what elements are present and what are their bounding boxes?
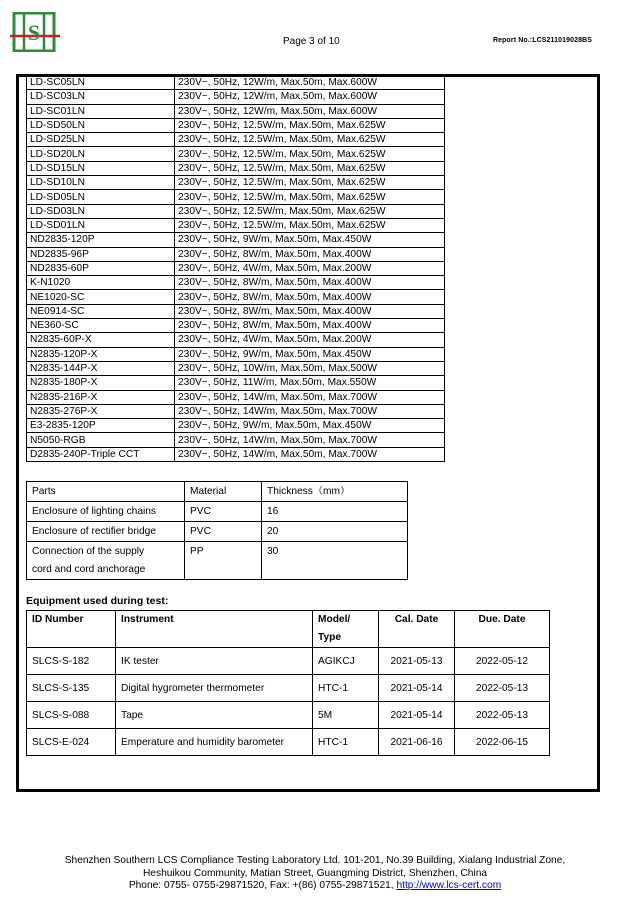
table-row — [27, 447, 445, 461]
part-cell: Enclosure of lighting chains — [27, 502, 185, 522]
footer-contact-line — [0, 880, 630, 893]
model-cell: LD-SC03LN — [27, 90, 175, 104]
cal-date-cell: 2021-05-14 — [379, 702, 455, 729]
table-row — [27, 218, 445, 232]
column-header — [313, 611, 379, 648]
id-cell: SLCS-E-024 — [27, 729, 116, 756]
model-cell: LD-SC05LN — [27, 76, 175, 90]
table-row — [27, 333, 445, 347]
page-number: Page 3 of 10 — [283, 36, 340, 47]
rating-cell: 230V~, 50Hz, 4W/m, Max.50m, Max.200W — [175, 261, 445, 275]
id-cell: SLCS-S-135 — [27, 675, 116, 702]
model-cell: LD-SD20LN — [27, 147, 175, 161]
rating-cell: 230V~, 50Hz, 12W/m, Max.50m, Max.600W — [175, 76, 445, 90]
rating-cell: 230V~, 50Hz, 14W/m, Max.50m, Max.700W — [175, 404, 445, 418]
part-cell — [27, 542, 185, 580]
svg-text:S: S — [27, 20, 41, 45]
table-row — [27, 133, 445, 147]
table-row — [27, 276, 445, 290]
model-cell: LD-SD15LN — [27, 161, 175, 175]
rating-cell: 230V~, 50Hz, 12.5W/m, Max.50m, Max.625W — [175, 204, 445, 218]
thickness-cell: 30 — [262, 542, 408, 580]
table-row — [27, 522, 408, 542]
model-cell: N2835-276P-X — [27, 404, 175, 418]
model-rating-table — [26, 75, 445, 462]
material-cell: PP — [185, 542, 262, 580]
model-cell: LD-SD05LN — [27, 190, 175, 204]
rating-cell: 230V~, 50Hz, 8W/m, Max.50m, Max.400W — [175, 276, 445, 290]
table-row — [27, 204, 445, 218]
model-cell: NE0914-SC — [27, 304, 175, 318]
rating-cell: 230V~, 50Hz, 11W/m, Max.50m, Max.550W — [175, 376, 445, 390]
table-row — [27, 319, 445, 333]
model-cell: ND2835-60P — [27, 261, 175, 275]
table-row — [27, 404, 445, 418]
table-row — [27, 419, 445, 433]
rating-cell: 230V~, 50Hz, 14W/m, Max.50m, Max.700W — [175, 447, 445, 461]
equipment-section-title: Equipment used during test: — [26, 595, 169, 607]
model-cell: N2835-60P-X — [27, 333, 175, 347]
table-header-row — [27, 611, 550, 648]
column-header: Cal. Date — [379, 611, 455, 648]
due-date-cell: 2022-05-13 — [455, 702, 550, 729]
rating-cell: 230V~, 50Hz, 8W/m, Max.50m, Max.400W — [175, 247, 445, 261]
model-cell: ND2835-96P — [27, 247, 175, 261]
model-cell: LD-SD03LN — [27, 204, 175, 218]
model-type-cell: HTC-1 — [313, 675, 379, 702]
part-cell: Enclosure of rectifier bridge — [27, 522, 185, 542]
table-row — [27, 729, 550, 756]
column-header-line: Model/ — [318, 614, 351, 625]
model-cell: E3-2835-120P — [27, 419, 175, 433]
column-header: Thickness（mm） — [262, 482, 408, 502]
rating-cell: 230V~, 50Hz, 8W/m, Max.50m, Max.400W — [175, 304, 445, 318]
model-cell: LD-SD01LN — [27, 218, 175, 232]
cal-date-cell: 2021-05-14 — [379, 675, 455, 702]
cal-date-cell: 2021-05-13 — [379, 648, 455, 675]
due-date-cell: 2022-05-13 — [455, 675, 550, 702]
table-row — [27, 147, 445, 161]
rating-cell: 230V~, 50Hz, 9W/m, Max.50m, Max.450W — [175, 233, 445, 247]
rating-cell: 230V~, 50Hz, 14W/m, Max.50m, Max.700W — [175, 390, 445, 404]
rating-cell: 230V~, 50Hz, 4W/m, Max.50m, Max.200W — [175, 333, 445, 347]
table-row — [27, 361, 445, 375]
model-cell: N2835-216P-X — [27, 390, 175, 404]
rating-cell: 230V~, 50Hz, 12.5W/m, Max.50m, Max.625W — [175, 161, 445, 175]
model-cell: LD-SD25LN — [27, 133, 175, 147]
model-cell: NE1020-SC — [27, 290, 175, 304]
table-row — [27, 104, 445, 118]
model-cell: ND2835-120P — [27, 233, 175, 247]
model-type-cell: HTC-1 — [313, 729, 379, 756]
table-header-row — [27, 482, 408, 502]
table-row — [27, 161, 445, 175]
rating-cell: 230V~, 50Hz, 12.5W/m, Max.50m, Max.625W — [175, 190, 445, 204]
table-row — [27, 376, 445, 390]
page-footer — [0, 855, 630, 893]
model-cell: NE360-SC — [27, 319, 175, 333]
table-row — [27, 176, 445, 190]
rating-cell: 230V~, 50Hz, 12W/m, Max.50m, Max.600W — [175, 104, 445, 118]
table-row — [27, 261, 445, 275]
part-line: cord and cord anchorage — [32, 564, 146, 575]
material-cell: PVC — [185, 522, 262, 542]
model-cell: LD-SD10LN — [27, 176, 175, 190]
model-cell: N2835-144P-X — [27, 361, 175, 375]
instrument-cell: IK tester — [116, 648, 313, 675]
instrument-cell: Digital hygrometer thermometer — [116, 675, 313, 702]
rating-cell: 230V~, 50Hz, 9W/m, Max.50m, Max.450W — [175, 419, 445, 433]
rating-cell: 230V~, 50Hz, 8W/m, Max.50m, Max.400W — [175, 319, 445, 333]
table-row — [27, 702, 550, 729]
rating-cell: 230V~, 50Hz, 12.5W/m, Max.50m, Max.625W — [175, 118, 445, 132]
model-cell: D2835-240P-Triple CCT — [27, 447, 175, 461]
rating-cell: 230V~, 50Hz, 12W/m, Max.50m, Max.600W — [175, 90, 445, 104]
table-row — [27, 390, 445, 404]
table-row — [27, 502, 408, 522]
model-cell: N2835-120P-X — [27, 347, 175, 361]
table-row — [27, 90, 445, 104]
rating-cell: 230V~, 50Hz, 9W/m, Max.50m, Max.450W — [175, 347, 445, 361]
model-cell: N2835-180P-X — [27, 376, 175, 390]
id-cell: SLCS-S-088 — [27, 702, 116, 729]
rating-cell: 230V~, 50Hz, 12.5W/m, Max.50m, Max.625W — [175, 176, 445, 190]
table-row — [27, 347, 445, 361]
footer-phone-fax: Phone: 0755- 0755-29871520, Fax: +(86) 0755-29871521, — [128, 880, 397, 891]
model-cell: LD-SD50LN — [27, 118, 175, 132]
id-cell: SLCS-S-182 — [27, 648, 116, 675]
material-cell: PVC — [185, 502, 262, 522]
table-row — [27, 542, 408, 580]
model-cell: LD-SC01LN — [27, 104, 175, 118]
column-header: Due. Date — [455, 611, 550, 648]
rating-cell: 230V~, 50Hz, 12.5W/m, Max.50m, Max.625W — [175, 218, 445, 232]
instrument-cell: Tape — [116, 702, 313, 729]
model-type-cell: 5M — [313, 702, 379, 729]
table-row — [27, 190, 445, 204]
rating-cell: 230V~, 50Hz, 12.5W/m, Max.50m, Max.625W — [175, 147, 445, 161]
lcs-logo-icon — [10, 12, 60, 52]
column-header: Parts — [27, 482, 185, 502]
part-line: Connection of the supply — [32, 546, 145, 557]
rating-cell: 230V~, 50Hz, 12.5W/m, Max.50m, Max.625W — [175, 133, 445, 147]
parts-thickness-table — [26, 481, 408, 580]
table-row — [27, 76, 445, 90]
footer-address-line: Shenzhen Southern LCS Compliance Testing Laboratory Ltd. 101-201, No.39 Building, Xialang Industrial Zone, — [64, 855, 566, 866]
model-cell: N5050-RGB — [27, 433, 175, 447]
due-date-cell: 2022-05-12 — [455, 648, 550, 675]
report-number: Report No.:LCS211019028BS — [493, 37, 592, 44]
table-row — [27, 675, 550, 702]
column-header-line: Type — [318, 632, 342, 643]
website-link[interactable]: http://www.lcs-cert.com — [396, 880, 502, 891]
column-header: Material — [185, 482, 262, 502]
table-row — [27, 648, 550, 675]
table-row — [27, 433, 445, 447]
page-header — [0, 0, 630, 60]
rating-cell: 230V~, 50Hz, 8W/m, Max.50m, Max.400W — [175, 290, 445, 304]
due-date-cell: 2022-06-15 — [455, 729, 550, 756]
cal-date-cell: 2021-06-16 — [379, 729, 455, 756]
table-row — [27, 247, 445, 261]
column-header: ID Number — [27, 611, 116, 648]
instrument-cell: Emperature and humidity barometer — [116, 729, 313, 756]
thickness-cell: 20 — [262, 522, 408, 542]
table-row — [27, 290, 445, 304]
rating-cell: 230V~, 50Hz, 14W/m, Max.50m, Max.700W — [175, 433, 445, 447]
thickness-cell: 16 — [262, 502, 408, 522]
equipment-table — [26, 610, 550, 756]
table-row — [27, 304, 445, 318]
footer-address-line: Heshuikou Community, Matian Street, Guangming District, Shenzhen, China — [142, 867, 488, 879]
table-row — [27, 233, 445, 247]
rating-cell: 230V~, 50Hz, 10W/m, Max.50m, Max.500W — [175, 361, 445, 375]
model-cell: K-N1020 — [27, 276, 175, 290]
column-header: Instrument — [116, 611, 313, 648]
table-row — [27, 118, 445, 132]
model-type-cell: AGIKCJ — [313, 648, 379, 675]
